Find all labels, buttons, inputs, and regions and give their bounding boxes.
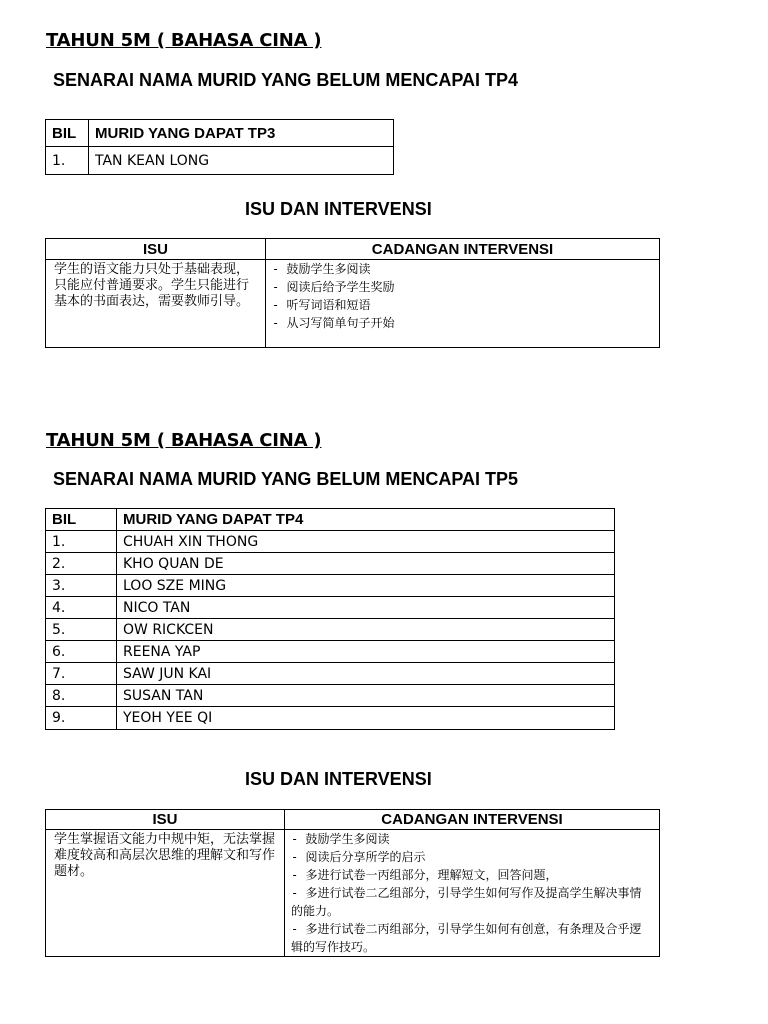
col-isu-header: ISU bbox=[46, 810, 285, 830]
table-row bbox=[46, 147, 394, 175]
table-row bbox=[46, 619, 615, 641]
table-row bbox=[46, 597, 615, 619]
table-header-row bbox=[46, 509, 615, 531]
isu-title-2: ISU DAN INTERVENSI bbox=[245, 769, 432, 789]
student-table-2 bbox=[45, 508, 615, 730]
col-bil-header: BIL bbox=[46, 509, 117, 531]
intervensi-item: - 从习写简单句子开始 bbox=[272, 316, 395, 330]
student-name: SUSAN TAN bbox=[117, 685, 615, 707]
student-name: KHO QUAN DE bbox=[117, 553, 615, 575]
intervensi-item: - 多进行试卷二乙组部分，引导学生如何写作及提高学生解决事情的能力。 bbox=[291, 886, 642, 918]
student-name: REENA YAP bbox=[117, 641, 615, 663]
isu-row bbox=[46, 260, 660, 348]
table-header-row bbox=[46, 120, 394, 147]
intervensi-item: - 听写词语和短语 bbox=[272, 298, 371, 312]
isu-row bbox=[46, 830, 660, 957]
table-row bbox=[46, 575, 615, 597]
row-number: 7. bbox=[46, 663, 117, 685]
table-row bbox=[46, 641, 615, 663]
row-number: 1. bbox=[46, 531, 117, 553]
row-number: 5. bbox=[46, 619, 117, 641]
row-number: 2. bbox=[46, 553, 117, 575]
col-murid-header: MURID YANG DAPAT TP4 bbox=[117, 509, 615, 531]
table-row bbox=[46, 707, 615, 730]
intervensi-item: - 鼓励学生多阅读 bbox=[272, 262, 371, 276]
table-row bbox=[46, 685, 615, 707]
isu-text: 学生的语文能力只处于基础表现，只能应付普通要求。学生只能进行基本的书面表达，需要教师引导。 bbox=[46, 260, 266, 348]
class-title-2: TAHUN 5M ( BAHASA CINA ) bbox=[46, 430, 322, 451]
student-name: YEOH YEE QI bbox=[117, 707, 615, 730]
isu-table-2 bbox=[45, 809, 660, 957]
student-name: SAW JUN KAI bbox=[117, 663, 615, 685]
list-title-2: SENARAI NAMA MURID YANG BELUM MENCAPAI TP5 bbox=[53, 469, 519, 489]
student-name: CHUAH XIN THONG bbox=[117, 531, 615, 553]
intervensi-list bbox=[266, 260, 660, 348]
table-row bbox=[46, 663, 615, 685]
student-table-1 bbox=[45, 119, 394, 175]
row-number: 3. bbox=[46, 575, 117, 597]
row-number: 6. bbox=[46, 641, 117, 663]
col-murid-header: MURID YANG DAPAT TP3 bbox=[89, 120, 394, 147]
intervensi-list bbox=[285, 830, 660, 957]
intervensi-item: - 多进行试卷二丙组部分，引导学生如何有创意，有条理及合乎逻辑的写作技巧。 bbox=[291, 922, 642, 954]
col-isu-header: ISU bbox=[46, 239, 266, 260]
table-row bbox=[46, 553, 615, 575]
col-intervensi-header: CADANGAN INTERVENSI bbox=[285, 810, 660, 830]
student-name: TAN KEAN LONG bbox=[89, 147, 394, 175]
intervensi-item: - 鼓励学生多阅读 bbox=[291, 832, 390, 846]
student-name: LOO SZE MING bbox=[117, 575, 615, 597]
intervensi-item: - 阅读后分享所学的启示 bbox=[291, 850, 426, 864]
student-name: NICO TAN bbox=[117, 597, 615, 619]
list-title-1: SENARAI NAMA MURID YANG BELUM MENCAPAI TP4 bbox=[53, 70, 519, 90]
row-number: 8. bbox=[46, 685, 117, 707]
isu-title-1: ISU DAN INTERVENSI bbox=[245, 199, 432, 219]
intervensi-item: - 阅读后给予学生奖励 bbox=[272, 280, 395, 294]
col-bil-header: BIL bbox=[46, 120, 89, 147]
table-row bbox=[46, 531, 615, 553]
isu-header-row bbox=[46, 810, 660, 830]
student-name: OW RICKCEN bbox=[117, 619, 615, 641]
row-number: 4. bbox=[46, 597, 117, 619]
isu-header-row bbox=[46, 239, 660, 260]
col-intervensi-header: CADANGAN INTERVENSI bbox=[266, 239, 660, 260]
isu-text: 学生掌握语文能力中规中矩，无法掌握难度较高和高层次思维的理解文和写作题材。 bbox=[46, 830, 285, 957]
intervensi-item: - 多进行试卷一丙组部分，理解短文，回答问题， bbox=[291, 868, 558, 882]
isu-table-1 bbox=[45, 238, 660, 348]
row-number: 9. bbox=[46, 707, 117, 730]
row-number: 1. bbox=[46, 147, 89, 175]
class-title-1: TAHUN 5M ( BAHASA CINA ) bbox=[46, 30, 322, 51]
